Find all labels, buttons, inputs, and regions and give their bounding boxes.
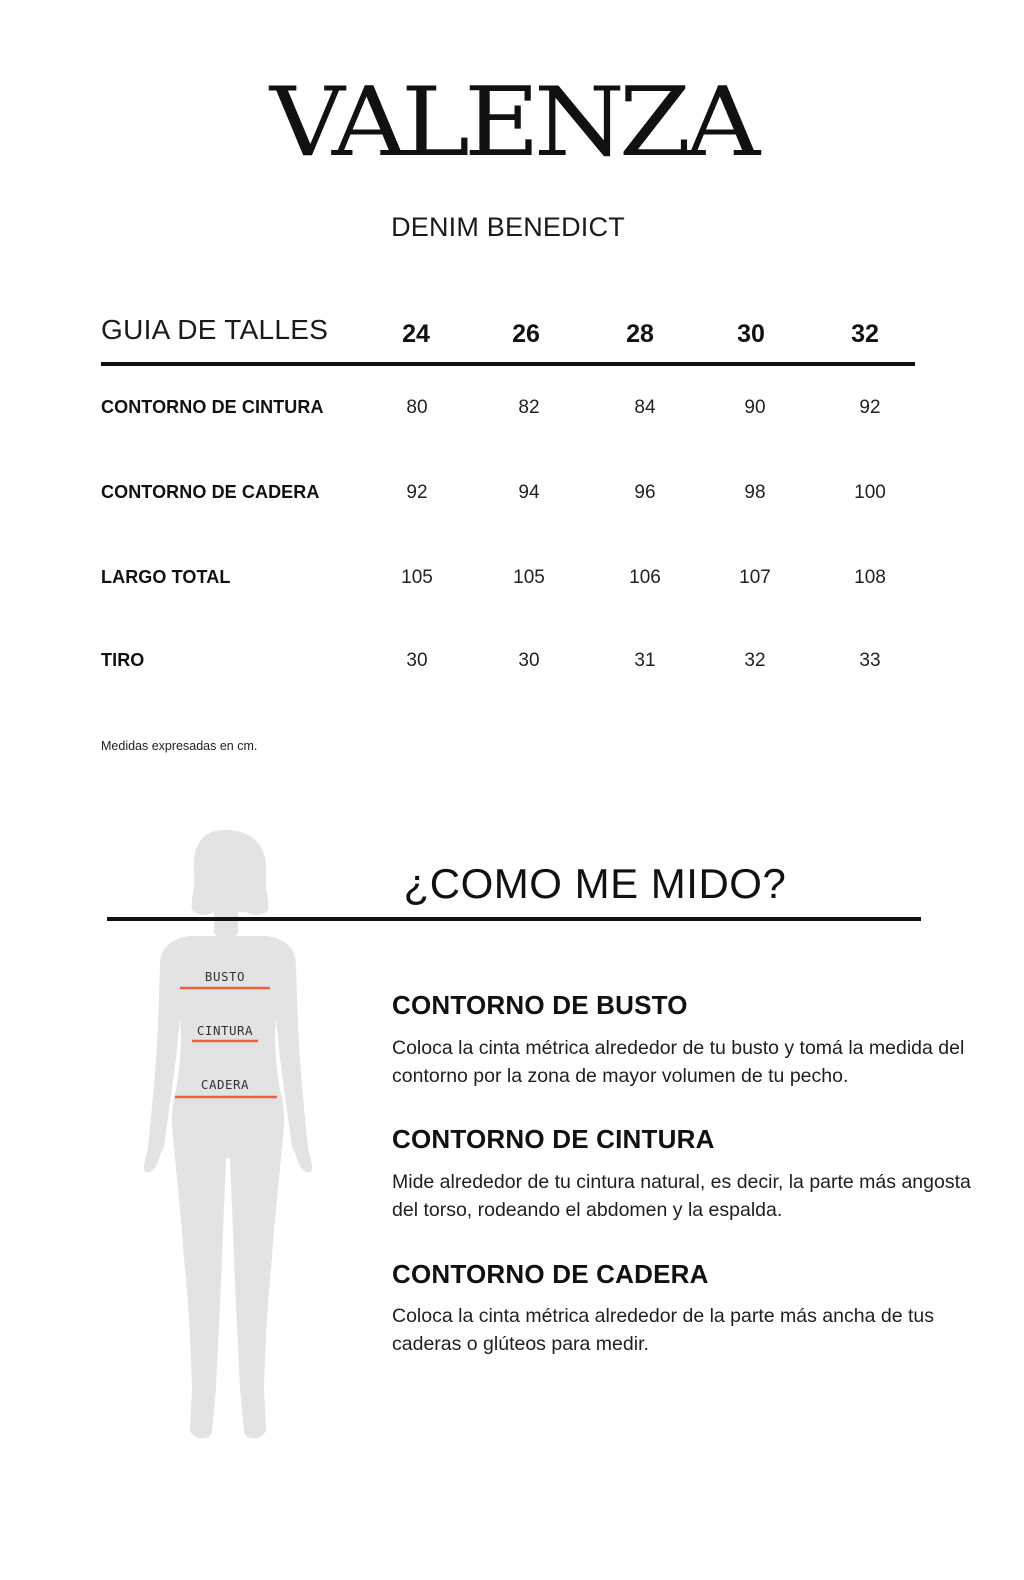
hip-heading: CONTORNO DE CADERA: [392, 1259, 709, 1289]
waist-heading: CONTORNO DE CINTURA: [392, 1124, 715, 1154]
table-cell: 106: [629, 567, 661, 588]
brand-logo: VALENZA: [269, 65, 755, 179]
body-silhouette-svg: [130, 828, 330, 1448]
hip-label: CADERA: [200, 1077, 250, 1092]
size-header-26: 26: [512, 320, 540, 348]
table-cell: 108: [854, 567, 886, 588]
body-silhouette: [130, 828, 330, 1448]
table-cell: 90: [744, 397, 766, 418]
table-cell: 107: [739, 567, 771, 588]
table-cell: 30: [406, 650, 428, 671]
how-to-divider: [107, 917, 921, 921]
row-label-waist: CONTORNO DE CINTURA: [101, 397, 324, 417]
table-cell: 98: [744, 482, 766, 503]
product-name: DENIM BENEDICT: [391, 212, 625, 242]
table-cell: 30: [518, 650, 540, 671]
size-header-30: 30: [737, 320, 765, 348]
row-label-rise: TIRO: [101, 650, 145, 670]
table-cell: 80: [406, 397, 428, 418]
size-guide-title: GUIA DE TALLES: [101, 314, 329, 345]
table-cell: 31: [634, 650, 656, 671]
row-label-total-length: LARGO TOTAL: [101, 567, 231, 587]
table-cell: 92: [406, 482, 428, 503]
bust-instructions: Coloca la cinta métrica alrededor de tu busto y tomá la medida del contorno por la zona de mayor volumen de tu pecho.: [392, 1037, 965, 1087]
units-note: Medidas expresadas en cm.: [101, 739, 258, 753]
row-label-hip: CONTORNO DE CADERA: [101, 482, 320, 502]
hip-instructions: Coloca la cinta métrica alrededor de la parte más ancha de tus caderas o glúteos para medir.: [392, 1305, 934, 1355]
waist-label: CINTURA: [196, 1023, 254, 1038]
size-header-28: 28: [626, 320, 654, 348]
how-to-measure-title: ¿COMO ME MIDO?: [403, 860, 787, 907]
waist-instructions: Mide alrededor de tu cintura natural, es decir, la parte más angosta del torso, rodeando el abdomen y la espalda.: [392, 1171, 971, 1221]
table-cell: 32: [744, 650, 766, 671]
bust-label: BUSTO: [204, 969, 246, 984]
table-cell: 33: [859, 650, 881, 671]
size-header-24: 24: [402, 320, 430, 348]
table-cell: 96: [634, 482, 656, 503]
size-header-32: 32: [851, 320, 879, 348]
bust-heading: CONTORNO DE BUSTO: [392, 990, 688, 1020]
table-cell: 105: [401, 567, 433, 588]
table-cell: 94: [518, 482, 540, 503]
table-cell: 84: [634, 397, 656, 418]
table-cell: 105: [513, 567, 545, 588]
table-cell: 92: [859, 397, 881, 418]
table-header-divider: [101, 362, 915, 366]
table-cell: 100: [854, 482, 886, 503]
table-cell: 82: [518, 397, 540, 418]
